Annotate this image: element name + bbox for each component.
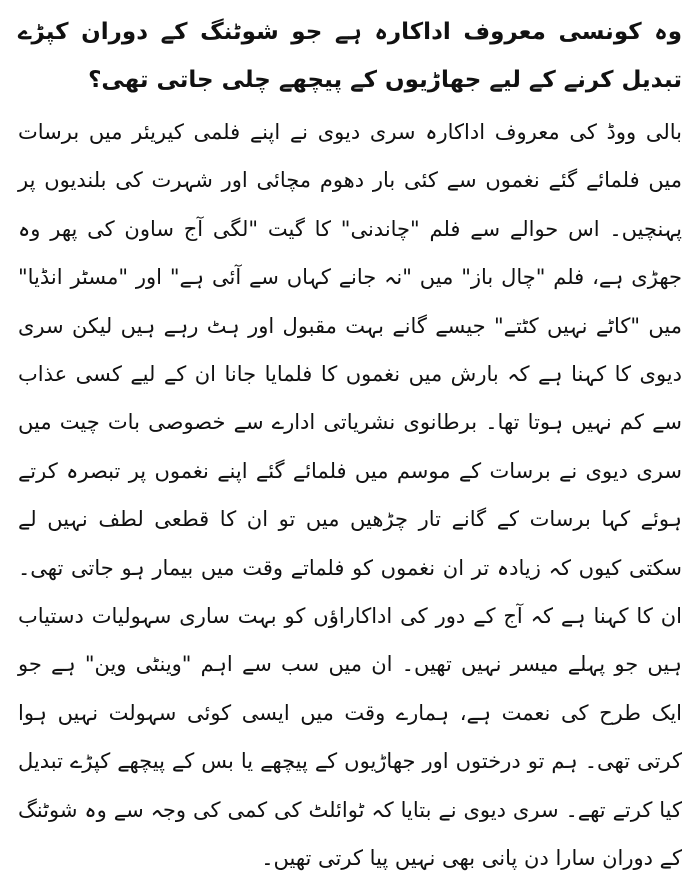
article bbox=[18, 8, 682, 883]
article-headline: وہ کونسی معروف اداکارہ ہے جو شوٹنگ کے دوران کپڑے تبدیل کرنے کے لیے جھاڑیوں کے پیچھے چلی جاتی تھی؟ bbox=[18, 19, 682, 93]
article-body: بالی ووڈ کی معروف اداکارہ سری دیوی نے اپنے فلمی کیریئر میں برسات میں فلمائے گئے نغموں سے کئی بار دھوم مچائی اور شہرت کی بلندیوں پر پہنچیں۔ اس حوالے سے فلم "چاندنی" کا گیت "لگی آج ساون کی پھر وہ جھڑی ہے، فلم "چال باز" میں "نہ جانے کہاں سے آئی ہے" اور "مسٹر انڈیا" میں "کاٹے نہیں کٹتے" جیسے گانے بہت مقبول اور ہٹ رہے ہیں لیکن سری دیوی کا کہنا ہے کہ بارش میں نغموں کا فلمایا جانا ان کے لیے کسی عذاب سے کم نہیں ہوتا تھا۔ برطانوی نشریاتی ادارے سے خصوصی بات چیت میں سری دیوی نے برسات کے موسم میں فلمائے گئے اپنے نغموں پر تبصرہ کرتے ہوئے کہا برسات کے گانے تار چڑھیں میں تو ان کا قطعی لطف نہیں لے سکتی کیوں کہ زیادہ تر ان نغموں کو فلماتے وقت میں بیمار ہو جاتی تھی۔ ان کا کہنا ہے کہ آج کے دور کی اداکاراؤں کو بہت ساری سہولیات دستیاب ہیں جو پہلے میسر نہیں تھیں۔ ان میں سب سے اہم "وینٹی وین" ہے جو ایک طرح کی نعمت ہے، ہمارے وقت میں ایسی کوئی سہولت نہیں ہوا کرتی تھی۔ ہم تو درختوں اور جھاڑیوں کے پیچھے یا بس کے پیچھے کپڑے تبدیل کیا کرتے تھے۔ سری دیوی نے بتایا کہ ٹوائلٹ کی کمی کی وجہ سے وہ شوٹنگ کے دوران سارا دن پانی بھی نہیں پیا کرتی تھیں۔ bbox=[18, 120, 682, 871]
